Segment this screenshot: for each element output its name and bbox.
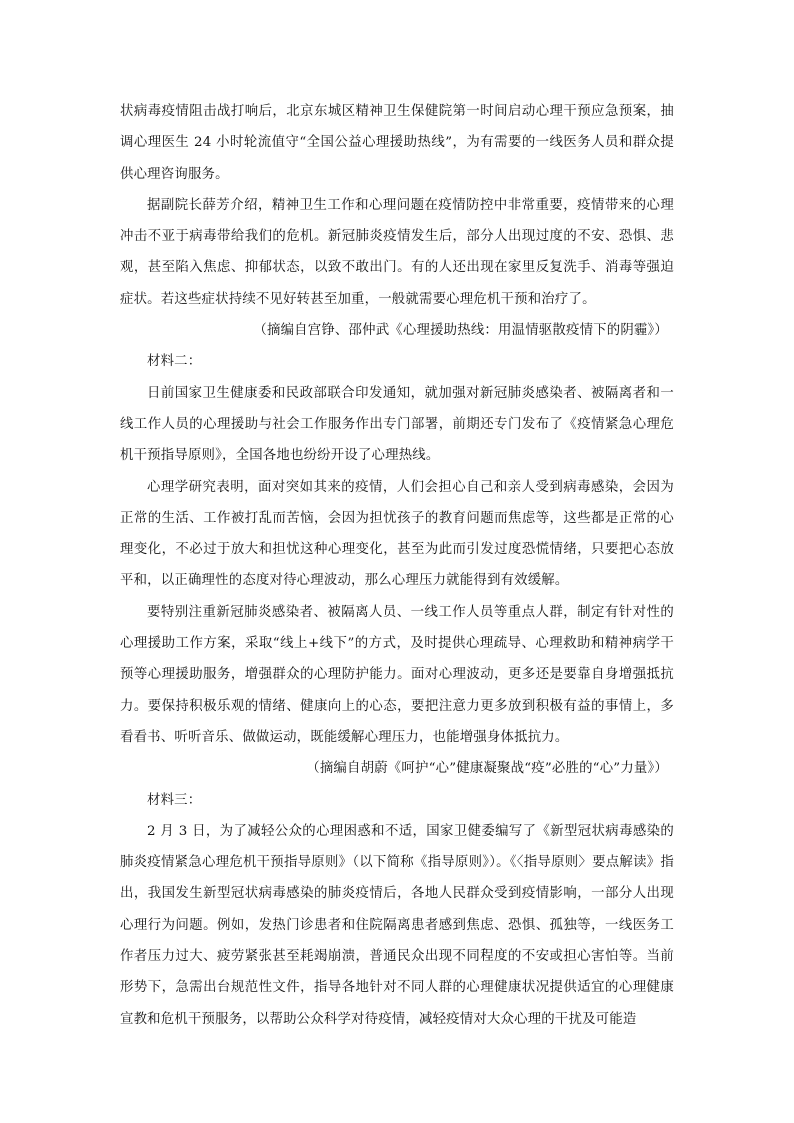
paragraph-joint-notice: 日前国家卫生健康委和民政部联合印发通知，就加强对新冠肺炎感染者、被隔离者和一线工作人员的心理援助与社会工作服务作出专门部署，前期还专门发布了《疫情紧急心理危机干预指导原则》，全国各地也纷纷开设了心理热线。 <box>120 385 674 464</box>
material-three-heading: 材料三： <box>147 792 202 808</box>
source-citation-1: （摘编自宫铮、邵仲武《心理援助热线：用温情驱散疫情下的阴霾》） <box>253 323 668 339</box>
paragraph-guidelines: 2 月 3 日，为了减轻公众的心理困惑和不适，国家卫健委编写了《新型冠状病毒感染的肺炎疫情紧急心理危机干预指导原则》（以下简称《指导原则》）。《〈指导原则〉要点解读》指出，我国发生新型冠状病毒感染的肺炎疫情后，各地人民群众受到疫情影响，一部分人出现心理行为问题。例如，发热门诊患者和住院隔离患者感到焦虑、恐惧、孤独等，一线医务工作者压力过大、疲劳紧张甚至耗竭崩溃，普通民众出现不同程度的不安或担心害怕等。当前形势下，急需出台规范性文件，指导各地针对不同人群的心理健康状况提供适宜的心理健康宣教和危机干预服务，以帮助公众科学对待疫情，减轻疫情对大众心理的干扰及可能造 <box>120 823 674 1027</box>
paragraph-continuation: 状病毒疫情阻击战打响后，北京东城区精神卫生保健院第一时间启动心理干预应急预案，抽调心理医生 24 小时轮流值守“全国公益心理援助热线”，为有需要的一线医务人员和群众提供心理咨询服务。 <box>120 104 674 182</box>
document-body <box>120 96 674 1035</box>
source-citation-2: （摘编自胡蔚《呵护“心”健康凝聚战“疫”必胜的“心”力量》） <box>306 761 668 777</box>
material-two-heading: 材料二： <box>147 354 202 370</box>
paragraph-psychology-research: 心理学研究表明，面对突如其来的疫情，人们会担心自己和亲人受到病毒感染，会因为正常的生活、工作被打乱而苦恼，会因为担忧孩子的教育问题而焦虑等，这些都是正常的心理变化，不必过于放大和担忧这种心理变化，甚至为此而引发过度恐慌情绪，只要把心态放平和，以正确理性的态度对待心理波动，那么心理压力就能得到有效缓解。 <box>120 479 674 589</box>
paragraph-vice-director-quote: 据副院长薛芳介绍，精神卫生工作和心理问题在疫情防控中非常重要，疫情带来的心理冲击不亚于病毒带给我们的危机。新冠肺炎疫情发生后，部分人出现过度的不安、恐惧、悲观，甚至陷入焦虑、抑郁状态，以致不敢出门。有的人还出现在家里反复洗手、消毒等强迫症状。若这些症状持续不见好转甚至加重，一般就需要心理危机干预和治疗了。 <box>120 197 674 307</box>
paragraph-key-groups: 要特别注重新冠肺炎感染者、被隔离人员、一线工作人员等重点人群，制定有针对性的心理援助工作方案，采取“线上+线下”的方式，及时提供心理疏导、心理救助和精神病学干预等心理援助服务，增强群众的心理防护能力。面对心理波动，更多还是要靠自身增强抵抗力。要保持积极乐观的情绪、健康向上的心态，要把注意力更多放到积极有益的事情上，多看看书、听听音乐、做做运动，既能缓解心理压力，也能增强身体抵抗力。 <box>120 604 674 745</box>
